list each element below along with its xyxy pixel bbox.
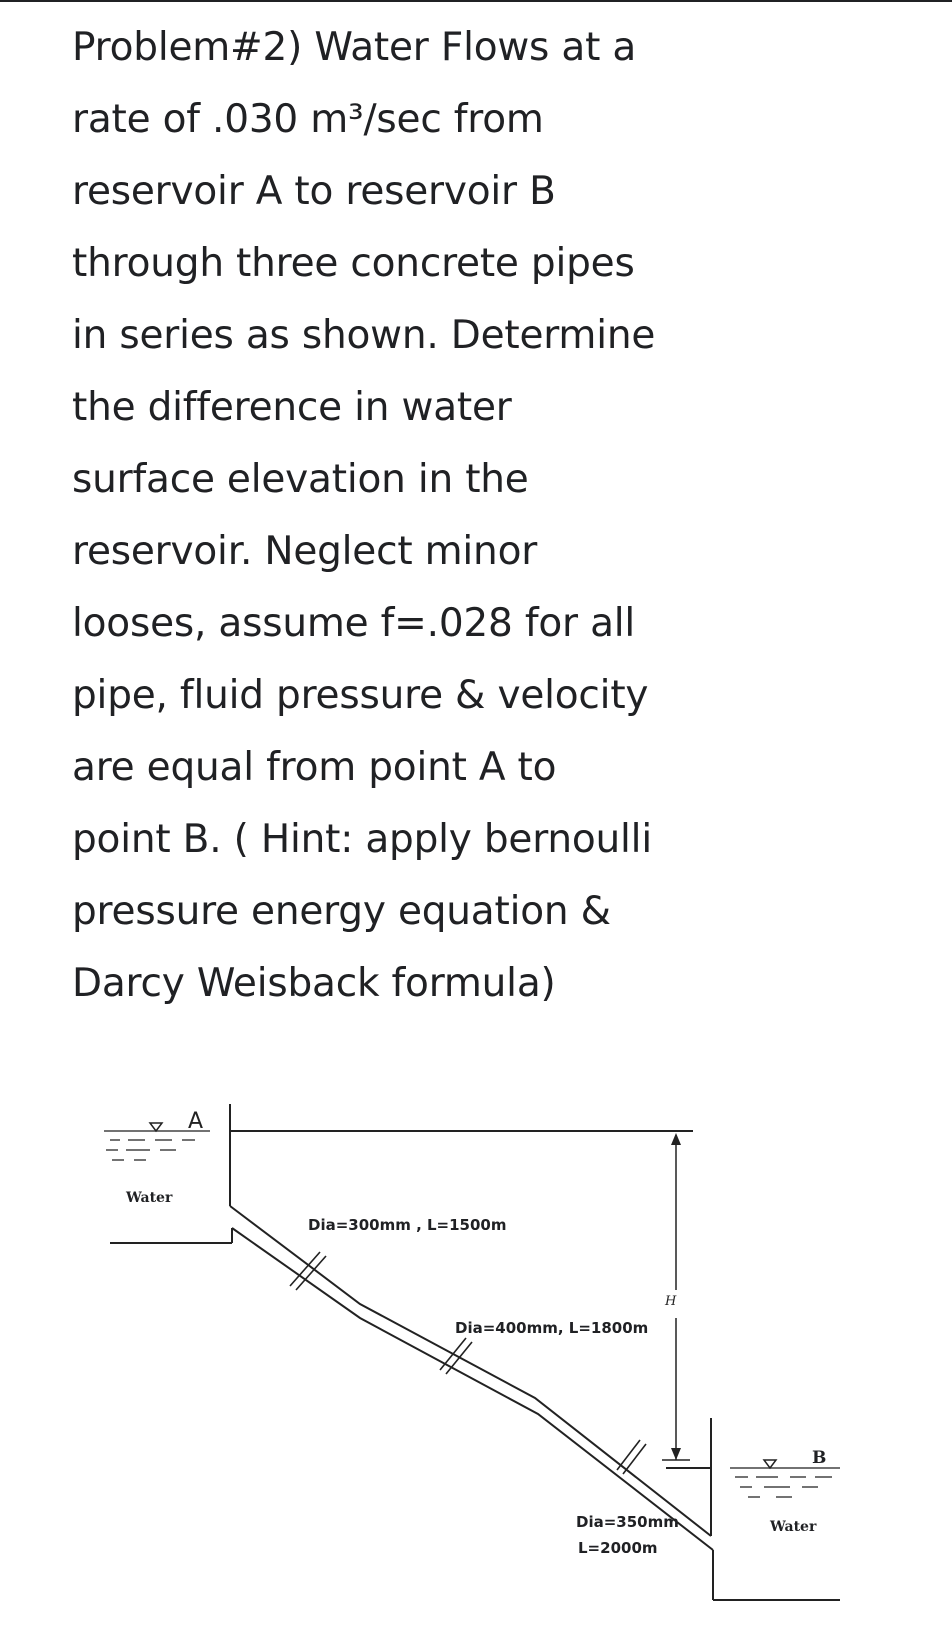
problem-line: Darcy Weisback formula): [72, 961, 556, 1006]
top-border: [0, 0, 952, 2]
problem-statement: [72, 12, 792, 1020]
problem-line: reservoir A to reservoir B: [72, 169, 556, 214]
water-surface-a-hatch: [104, 1131, 210, 1160]
pipe-3-label-dia: Dia=350mm: [576, 1513, 679, 1531]
reservoir-a-water-label: Water: [126, 1190, 173, 1206]
pipe-top-edge: [230, 1206, 711, 1536]
water-level-a-icon: [150, 1123, 162, 1131]
reservoir-a-label: A: [188, 1109, 204, 1134]
problem-line: are equal from point A to: [72, 745, 557, 790]
problem-line: point B. ( Hint: apply bernoulli: [72, 817, 652, 862]
pipe-3-label-length: L=2000m: [578, 1539, 658, 1557]
pipe-1-label: Dia=300mm , L=1500m: [308, 1216, 507, 1234]
pipe-system-diagram: [0, 1080, 952, 1632]
problem-line: Problem#2) Water Flows at a: [72, 25, 637, 70]
reservoir-b-label: B: [812, 1448, 827, 1468]
pipe-bottom-edge: [232, 1228, 713, 1550]
height-h-label: H: [665, 1294, 677, 1309]
problem-line: surface elevation in the: [72, 457, 529, 502]
water-level-b-icon: [764, 1460, 776, 1468]
problem-line: in series as shown. Determine: [72, 313, 656, 358]
problem-line: looses, assume f=.028 for all: [72, 601, 636, 646]
pipe-system-svg: [0, 1080, 952, 1632]
problem-line: rate of .030 m³/sec from: [72, 97, 544, 142]
problem-line: through three concrete pipes: [72, 241, 635, 286]
water-surface-b-hatch: [730, 1468, 840, 1497]
problem-line: pressure energy equation &: [72, 889, 611, 934]
reservoir-b-water-label: Water: [770, 1519, 817, 1535]
pipe-2-label: Dia=400mm, L=1800m: [455, 1319, 649, 1337]
pipe-joint-1: [290, 1252, 326, 1290]
h-arrow-top: [671, 1133, 681, 1145]
pipe-joint-3: [617, 1440, 646, 1474]
problem-line: reservoir. Neglect minor: [72, 529, 538, 574]
h-arrow-bottom: [671, 1448, 681, 1460]
problem-line: pipe, fluid pressure & velocity: [72, 673, 649, 718]
problem-line: the difference in water: [72, 385, 512, 430]
